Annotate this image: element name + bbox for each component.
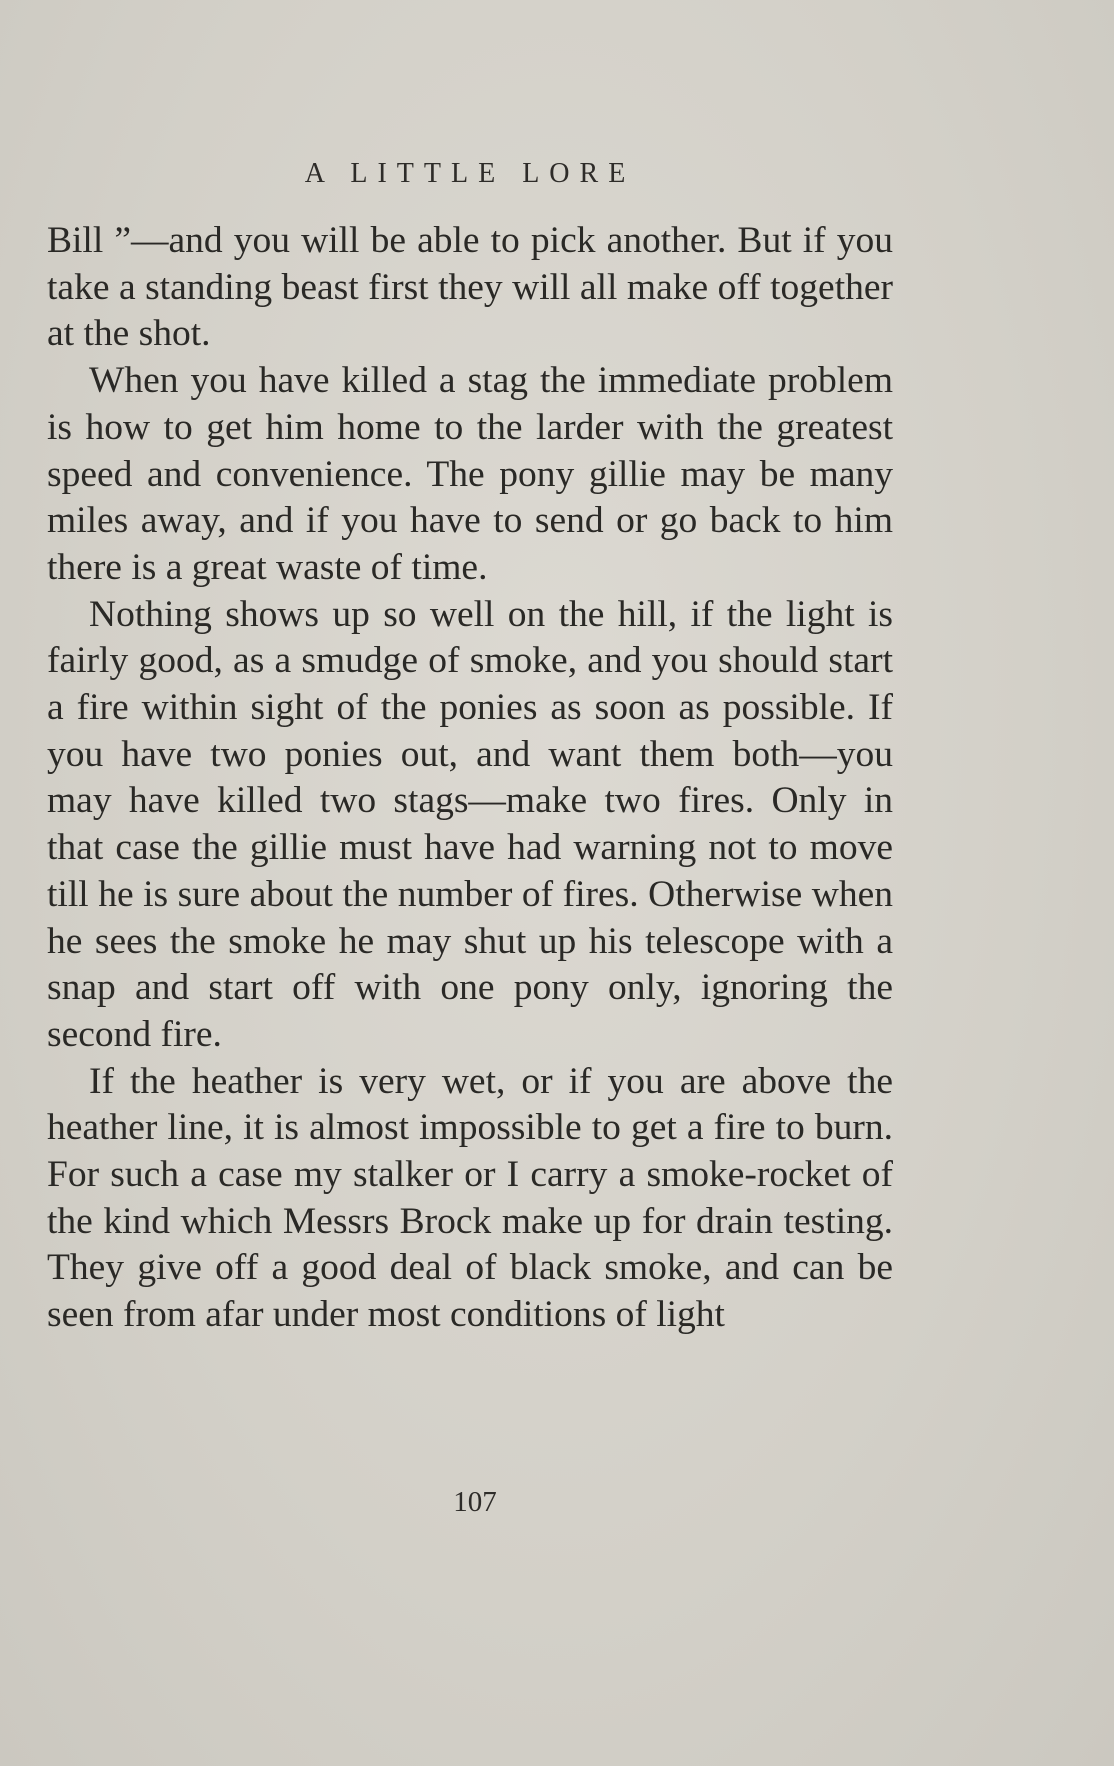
paragraph: Nothing shows up so well on the hill, if the light is fairly good, as a smudge of smoke, and you should start a fire within sight of the ponies as soon as possible. If you have two ponies out, and want them both—you may have killed two stags—make two fires. Only in that case the gillie must have had warning not to move till he is sure about the number of fires. Otherwise when he sees the smoke he may shut up his telescope with a snap and start off with one pony only, ignoring the second fire. [47, 593, 893, 1055]
paragraph: Bill ”—and you will be able to pick another. But if you take a standing beast first they will all make off together at the shot. [47, 220, 893, 355]
body-text [47, 218, 893, 1339]
paragraph: If the heather is very wet, or if you are above the heather line, it is almost impossible to get a fire to burn. For such a case my stalker or I carry a smoke-rocket of the kind which Messrs Brock make up for drain testing. They give off a good deal of black smoke, and can be seen from afar under most conditions of light [47, 1060, 893, 1336]
paragraph: When you have killed a stag the immediate problem is how to get him home to the larder with the greatest speed and convenience. The pony gillie may be many miles away, and if you have to send or go back to him there is a great waste of time. [47, 360, 893, 588]
running-head: A LITTLE LORE [304, 158, 636, 189]
page-number: 107 [453, 1486, 497, 1518]
